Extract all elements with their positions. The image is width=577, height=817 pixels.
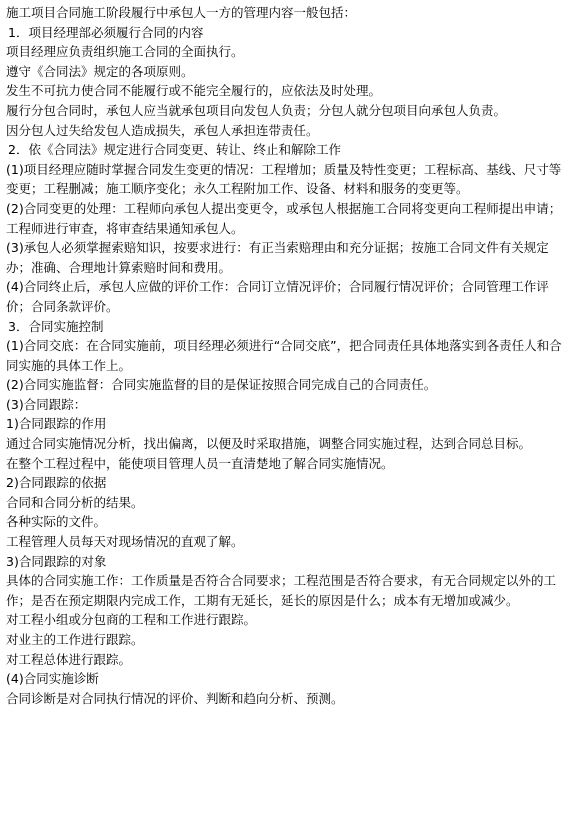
paragraph: (2)合同实施监督：合同实施监督的目的是保证按照合同完成自己的合同责任。 [6, 377, 437, 393]
paragraph: 发生不可抗力使合同不能履行或不能完全履行的，应依法及时处理。 [6, 83, 382, 99]
paragraph: 对业主的工作进行跟踪。 [6, 632, 144, 647]
paragraph: 各种实际的文件。 [6, 514, 107, 530]
subheading: 2)合同跟踪的依据 [6, 475, 107, 491]
paragraph: (1)项目经理应随时掌握合同发生变更的情况：工程增加；质量及特性变更；工程标高、基线、尺寸等变更；工程删减；施工顺序变化；永久工程附加工作、设备、材料和服务的变更等。 [6, 161, 562, 197]
paragraph: 合同和合同分析的结果。 [6, 494, 144, 510]
paragraph: (2)合同变更的处理：工程师向承包人提出变更令，或承包人根据施工合同将变更向工程师提出申请；工程师进行审查，将审查结果通知承包人。 [6, 200, 562, 236]
intro-line: 施工项目合同施工阶段履行中承包人一方的管理内容一般包括： [6, 5, 357, 20]
subheading: (3)合同跟踪： [6, 396, 87, 412]
paragraph: 项目经理应负责组织施工合同的全面执行。 [6, 44, 244, 60]
paragraph: 合同诊断是对合同执行情况的评价、判断和趋向分析、预测。 [6, 690, 344, 706]
paragraph: (4)合同终止后，承包人应做的评价工作：合同订立情况评价；合同履行情况评价；合同管理工作评价；合同条款评价。 [6, 279, 549, 314]
paragraph: 对工程小组或分包商的工程和工作进行跟踪。 [6, 612, 257, 628]
subheading: 1)合同跟踪的作用 [6, 416, 107, 432]
subheading: (4)合同实施诊断 [6, 671, 99, 687]
paragraph: 因分包人过失给发包人造成损失，承包人承担连带责任。 [6, 122, 319, 138]
section-heading-2: 2．依《合同法》规定进行合同变更、转让、终止和解除工作 [8, 142, 341, 158]
paragraph: 履行分包合同时，承包人应当就承包项目向发包人负责；分包人就分包项目向承包人负责。 [6, 102, 507, 118]
section-heading-1: 1．项目经理部必须履行合同的内容 [8, 24, 204, 40]
paragraph: 在整个工程过程中，能使项目管理人员一直清楚地了解合同实施情况。 [6, 455, 394, 471]
paragraph: 具体的合同实施工作：工作质量是否符合合同要求；工程范围是否符合要求，有无合同规定以外的工作；是否在预定期限内完成工作，工期有无延长，延长的原因是什么；成本有无增加或减少。 [6, 573, 557, 608]
paragraph: 对工程总体进行跟踪。 [6, 651, 132, 667]
paragraph: 遵守《合同法》规定的各项原则。 [6, 63, 194, 79]
paragraph: 通过合同实施情况分析，找出偏离，以便及时采取措施，调整合同实施过程，达到合同总目标。 [6, 436, 532, 452]
paragraph: (1)合同交底：在合同实施前，项目经理必须进行“合同交底”，把合同责任具体地落实到各责任人和合同实施的具体工作上。 [6, 338, 562, 373]
section-heading-3: 3．合同实施控制 [8, 318, 104, 334]
paragraph: 工程管理人员每天对现场情况的直观了解。 [6, 534, 244, 550]
paragraph: (3)承包人必须掌握索赔知识，按要求进行：有正当索赔理由和充分证据；按施工合同文件有关规定办；准确、合理地计算索赔时间和费用。 [6, 240, 549, 275]
subheading: 3)合同跟踪的对象 [6, 553, 107, 569]
